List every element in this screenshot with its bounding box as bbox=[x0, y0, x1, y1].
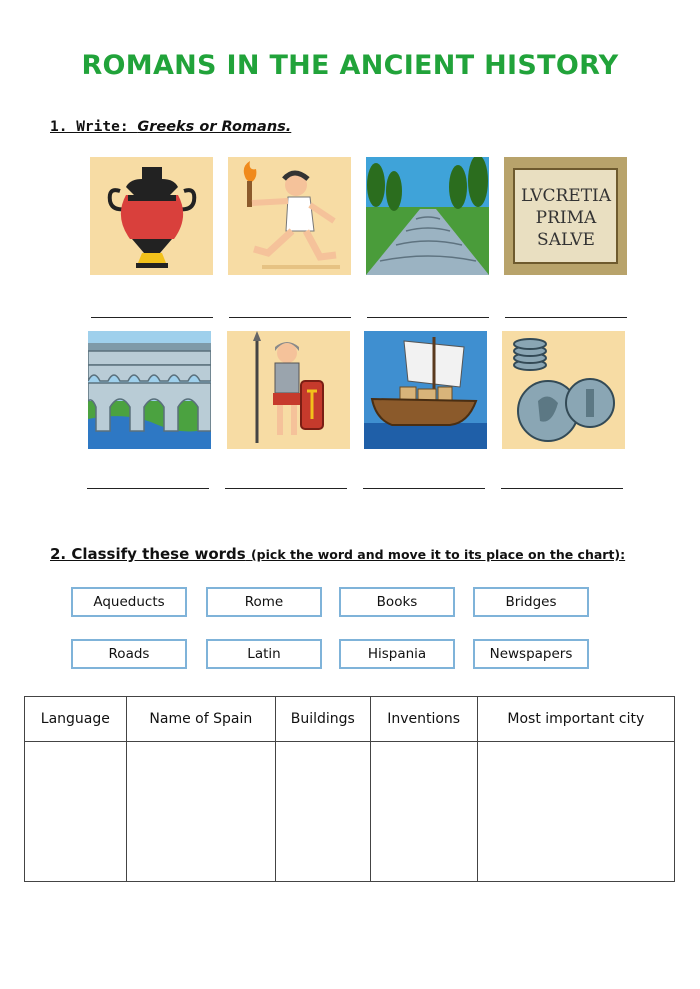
word-chip-hispania[interactable]: Hispania bbox=[339, 639, 455, 669]
page-title: ROMANS IN THE ANCIENT HISTORY bbox=[81, 50, 619, 81]
exercise-1-options: Greeks or Romans. bbox=[137, 119, 292, 135]
word-chip-newspapers[interactable]: Newspapers bbox=[473, 639, 589, 669]
chart-header-inventions: Inventions bbox=[370, 697, 477, 742]
word-chip-bridges[interactable]: Bridges bbox=[473, 587, 589, 617]
inscription-line-1: LVCRETIA bbox=[520, 186, 612, 206]
chart-drop-row bbox=[25, 742, 675, 882]
inscription-line-2: PRIMA bbox=[535, 208, 597, 228]
answer-line-8[interactable] bbox=[501, 488, 623, 489]
word-chip-aqueducts[interactable]: Aqueducts bbox=[71, 587, 187, 617]
olympic-runner-icon bbox=[228, 157, 351, 275]
answer-line-6[interactable] bbox=[225, 488, 347, 489]
classification-chart bbox=[24, 696, 675, 882]
word-chip-rome[interactable]: Rome bbox=[206, 587, 322, 617]
word-chip-roads[interactable]: Roads bbox=[71, 639, 187, 669]
answer-line-4[interactable] bbox=[505, 317, 627, 318]
chart-header-language: Language bbox=[25, 697, 127, 742]
inscription-line-3: SALVE bbox=[537, 230, 595, 250]
answer-line-5[interactable] bbox=[87, 488, 209, 489]
word-chip-latin[interactable]: Latin bbox=[206, 639, 322, 669]
chart-header-most-important-city: Most important city bbox=[477, 697, 674, 742]
exercise-2-label: 2. Classify these words bbox=[50, 545, 246, 563]
answer-line-2[interactable] bbox=[229, 317, 351, 318]
chart-header-buildings: Buildings bbox=[275, 697, 370, 742]
exercise-1-label: 1. Write: bbox=[50, 119, 138, 135]
aqueduct-icon bbox=[88, 331, 211, 449]
drop-cell-most-important-city[interactable] bbox=[477, 742, 674, 882]
answer-line-7[interactable] bbox=[363, 488, 485, 489]
drop-cell-name-of-spain[interactable] bbox=[126, 742, 275, 882]
drop-cell-language[interactable] bbox=[25, 742, 127, 882]
chart-header-row bbox=[25, 697, 675, 742]
roman-soldier-icon bbox=[227, 331, 350, 449]
chart-header-name-of-spain: Name of Spain bbox=[126, 697, 275, 742]
ship-icon bbox=[364, 331, 487, 449]
exercise-1-heading bbox=[50, 119, 291, 135]
drop-cell-buildings[interactable] bbox=[275, 742, 370, 882]
exercise-2-instruction: (pick the word and move it to its place on the chart): bbox=[250, 547, 626, 562]
exercise-2-heading bbox=[50, 545, 625, 563]
latin-inscription-icon bbox=[504, 157, 627, 275]
roman-road-icon bbox=[366, 157, 489, 275]
answer-line-1[interactable] bbox=[91, 317, 213, 318]
answer-line-3[interactable] bbox=[367, 317, 489, 318]
drop-cell-inventions[interactable] bbox=[370, 742, 477, 882]
coins-icon bbox=[502, 331, 625, 449]
word-chip-books[interactable]: Books bbox=[339, 587, 455, 617]
vase-icon bbox=[90, 157, 213, 275]
